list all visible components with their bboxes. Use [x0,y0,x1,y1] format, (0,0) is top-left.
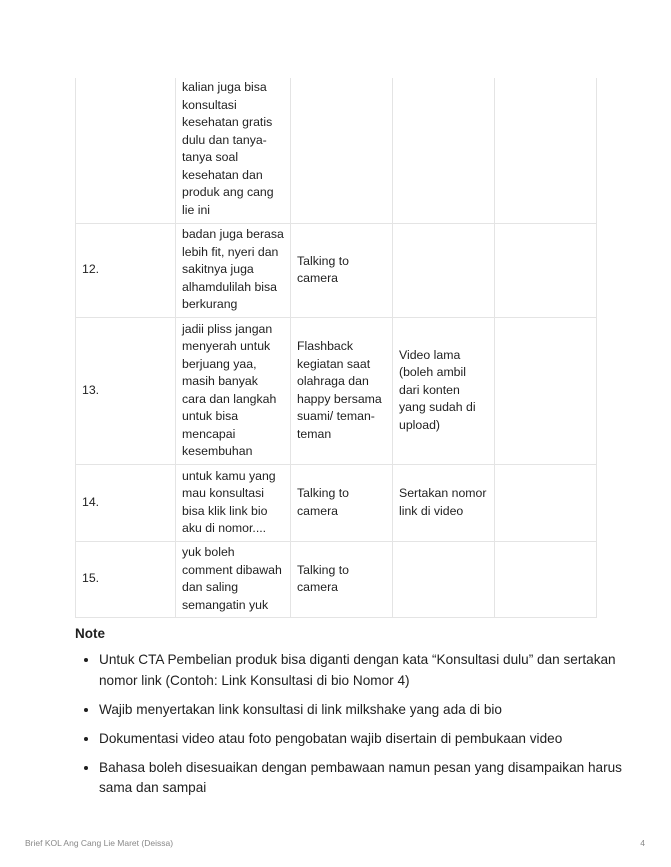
row-number-cell: 14. [76,464,176,541]
visual-cell: Talking to camera [291,464,393,541]
notes-cell [393,223,495,317]
note-heading: Note [75,626,105,641]
extra-cell [495,78,597,223]
script-table [75,78,597,618]
script-cell: kalian juga bisa konsultasi kesehatan gratis dulu dan tanya-tanya soal kesehatan dan produk ang cang lie ini [176,78,291,223]
table-row [76,464,597,541]
visual-cell [291,78,393,223]
script-cell: badan juga berasa lebih fit, nyeri dan sakitnya juga alhamdulilah bisa berkurang [176,223,291,317]
table-row [76,78,597,223]
note-list [75,650,624,807]
visual-cell: Talking to camera [291,223,393,317]
table-row [76,223,597,317]
notes-cell: Video lama (boleh ambil dari konten yang sudah di upload) [393,317,495,464]
footer-page-number: 4 [640,838,645,848]
notes-cell [393,78,495,223]
visual-cell: Flashback kegiatan saat olahraga dan happy bersama suami/ teman-teman [291,317,393,464]
row-number-cell: 15. [76,541,176,617]
extra-cell [495,223,597,317]
footer-document-title: Brief KOL Ang Cang Lie Maret (Deissa) [25,838,174,848]
table-row [76,317,597,464]
notes-cell: Sertakan nomor link di video [393,464,495,541]
row-number-cell: 13. [76,317,176,464]
table-row [76,541,597,617]
extra-cell [495,541,597,617]
note-item: • Untuk CTA Pembelian produk bisa diganti dengan kata “Konsultasi dulu” dan sertakan nomor link (Contoh: Link Konsultasi di bio Nomor 4) [99,650,624,691]
notes-cell [393,541,495,617]
row-number-cell [76,78,176,223]
extra-cell [495,317,597,464]
script-cell: untuk kamu yang mau konsultasi bisa klik link bio aku di nomor.... [176,464,291,541]
script-cell: jadii pliss jangan menyerah untuk berjuang yaa, masih banyak cara dan langkah untuk bisa mencapai kesembuhan [176,317,291,464]
row-number-cell: 12. [76,223,176,317]
script-cell: yuk boleh comment dibawah dan saling semangatin yuk [176,541,291,617]
extra-cell [495,464,597,541]
note-item: • Wajib menyertakan link konsultasi di link milkshake yang ada di bio [99,700,624,721]
note-item: • Dokumentasi video atau foto pengobatan wajib disertain di pembukaan video [99,729,624,750]
visual-cell: Talking to camera [291,541,393,617]
note-item: • Bahasa boleh disesuaikan dengan pembawaan namun pesan yang disampaikan harus sama dan sampai [99,758,624,799]
